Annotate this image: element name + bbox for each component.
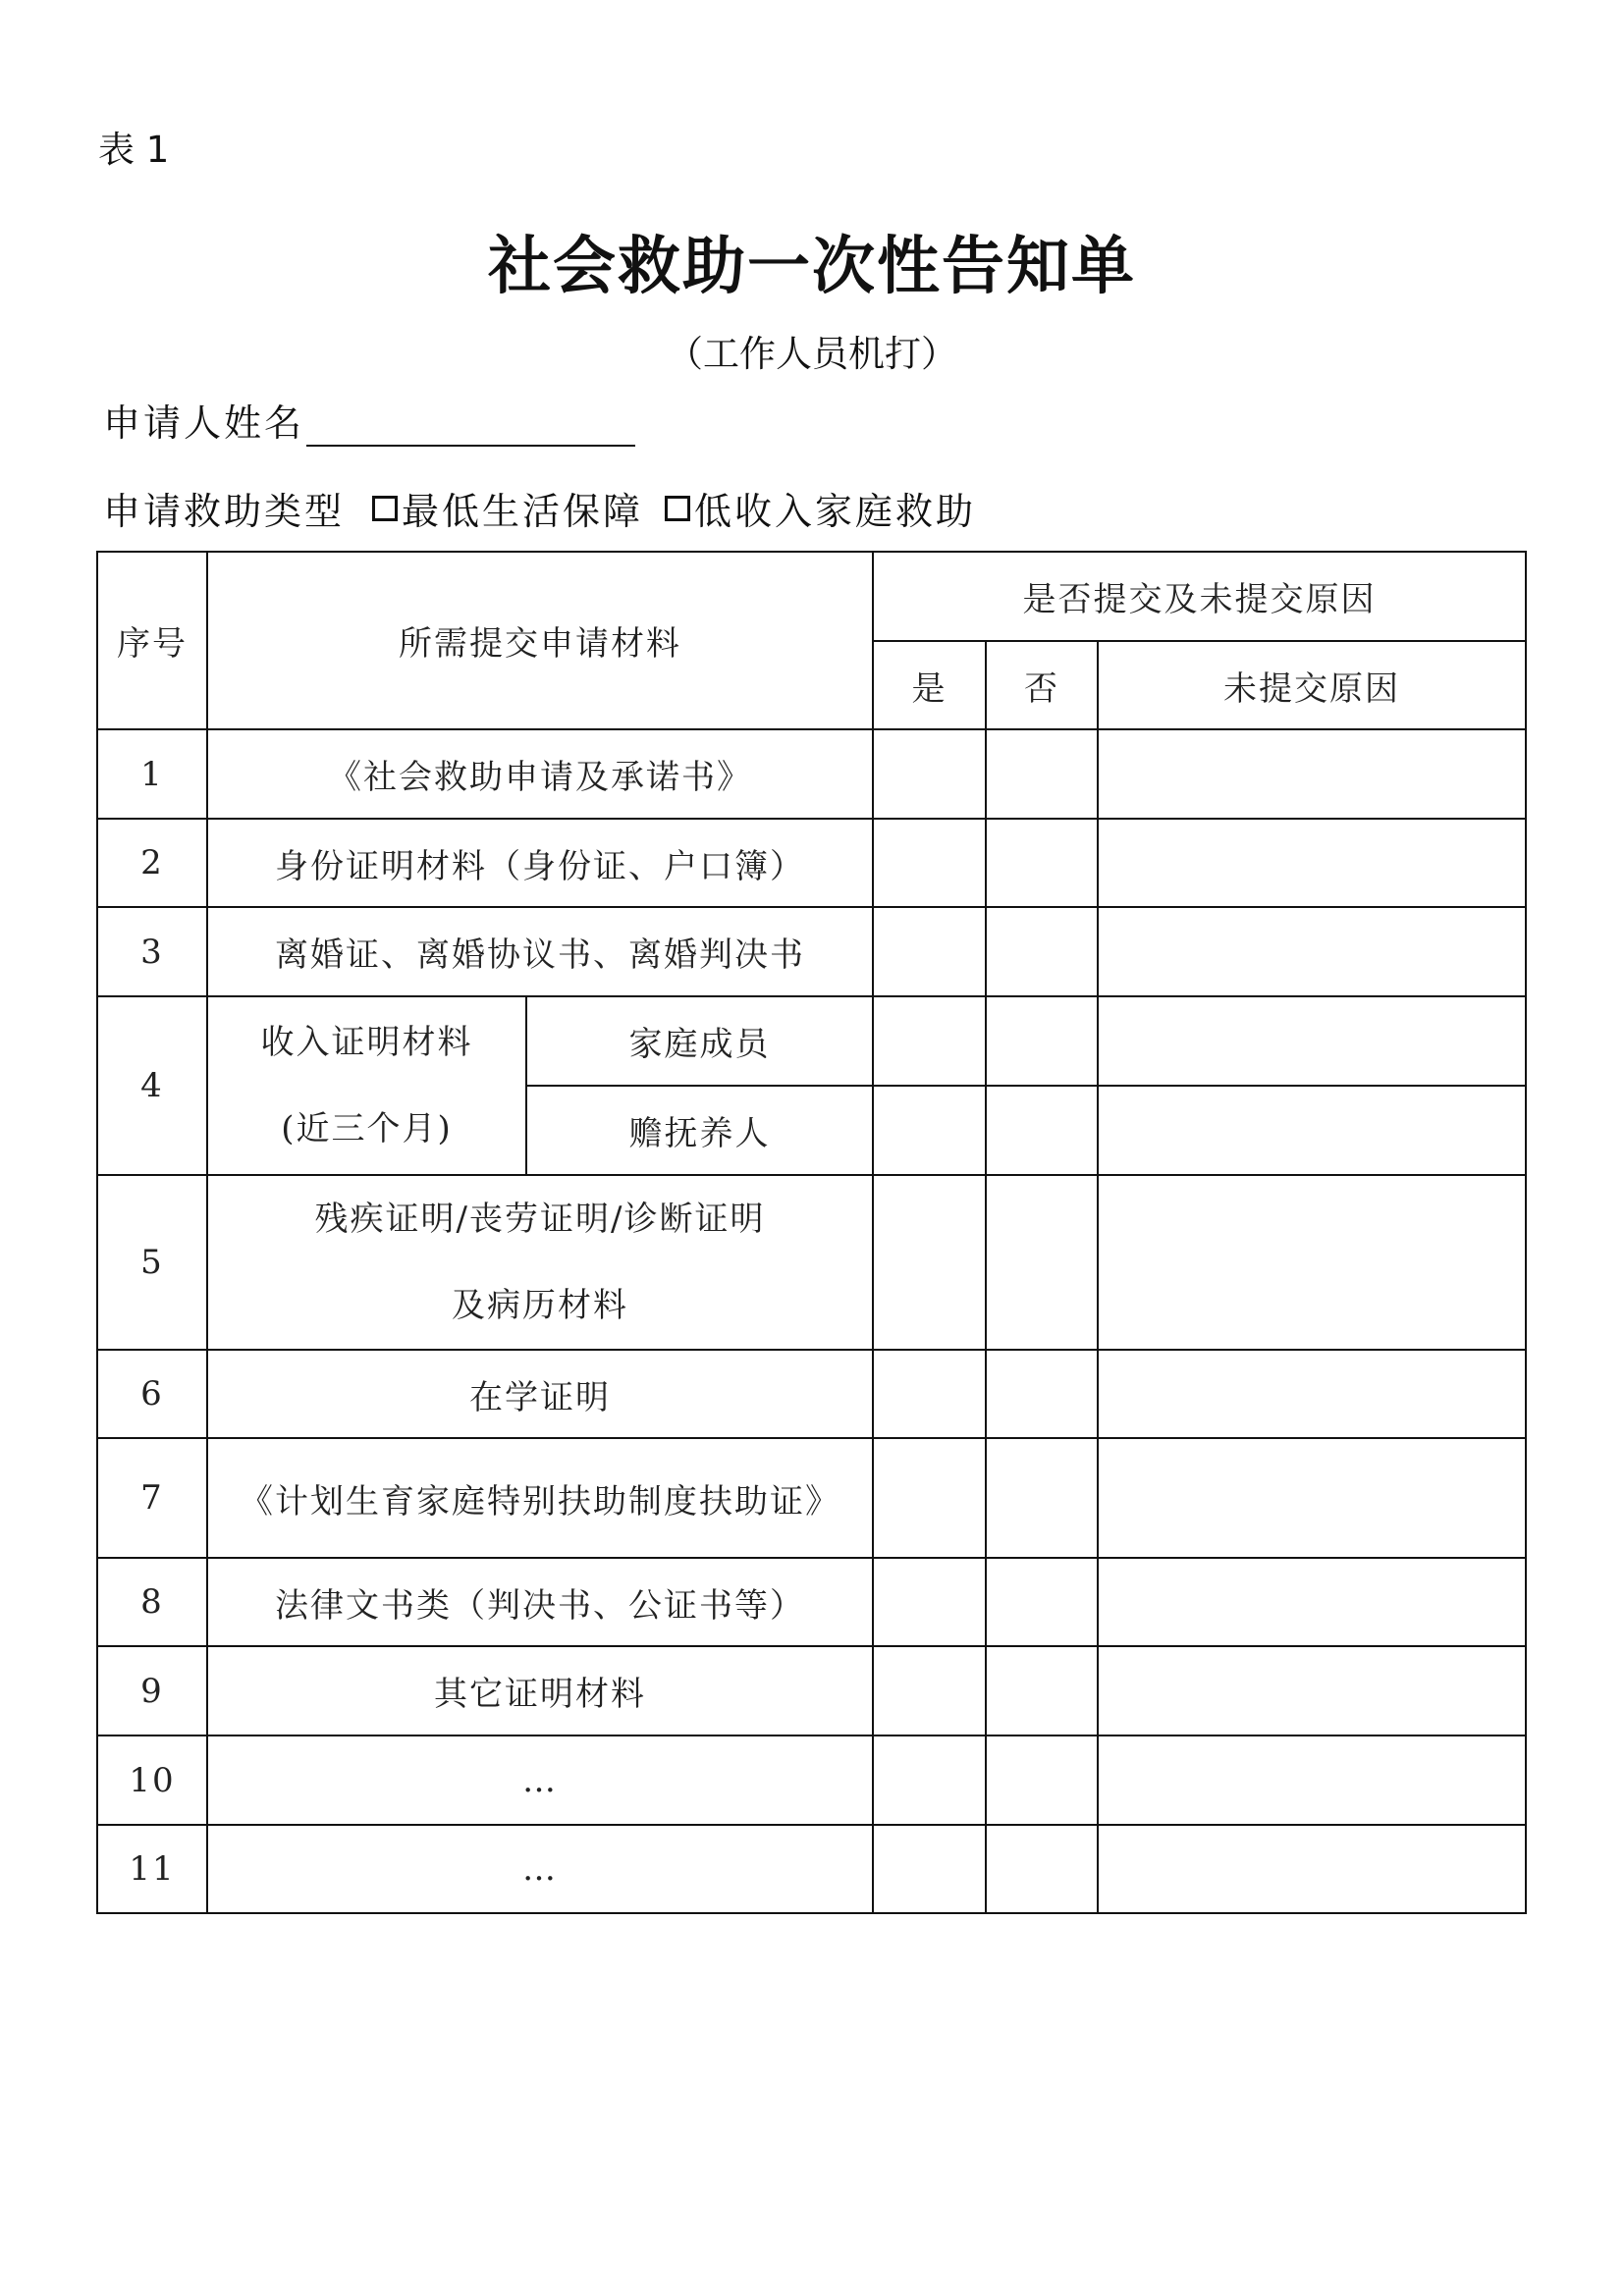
reason-cell[interactable] [1098,729,1526,819]
yes-cell[interactable] [873,996,986,1086]
row-seq: 10 [97,1735,207,1825]
row-material: 身份证明材料（身份证、户口簿） [207,819,873,907]
row-material-disability [207,1175,873,1350]
table-row [97,1558,1526,1646]
yes-cell[interactable] [873,1825,986,1913]
no-cell[interactable] [986,1558,1098,1646]
page-title: 社会救助一次性告知单 [488,231,1136,303]
applicant-name-row [103,393,635,447]
row-seq: 8 [97,1558,207,1646]
row-material: 在学证明 [207,1350,873,1438]
header-reason: 未提交原因 [1098,641,1526,729]
reason-cell[interactable] [1098,1175,1526,1350]
reason-cell[interactable] [1098,819,1526,907]
materials-table [96,551,1527,1914]
reason-cell[interactable] [1098,1558,1526,1646]
row-seq: 9 [97,1646,207,1735]
table-header-row [97,552,1526,641]
no-cell[interactable] [986,1350,1098,1438]
row-seq: 2 [97,819,207,907]
row-material: 《计划生育家庭特别扶助制度扶助证》 [207,1438,873,1558]
row-seq: 11 [97,1825,207,1913]
row-material-line1: 收入证明材料 [260,1023,473,1062]
row-seq: 7 [97,1438,207,1558]
yes-cell[interactable] [873,729,986,819]
table-number: 表 1 [98,129,170,171]
table-row [97,996,1526,1086]
applicant-name-field[interactable] [306,401,635,447]
yes-cell[interactable] [873,1438,986,1558]
header-seq: 序号 [97,552,207,729]
reason-cell[interactable] [1098,1735,1526,1825]
min-living-checkbox[interactable] [372,496,398,521]
assistance-type-label: 申请救助类型 [103,490,346,533]
no-cell[interactable] [986,1825,1098,1913]
header-no: 否 [986,641,1098,729]
row-seq: 6 [97,1350,207,1438]
row-material: … [207,1825,873,1913]
row-material: 其它证明材料 [207,1646,873,1735]
no-cell[interactable] [986,729,1098,819]
page-subtitle: （工作人员机打） [667,333,957,375]
yes-cell[interactable] [873,819,986,907]
row-material-line2: 及病历材料 [452,1286,628,1325]
low-income-checkbox[interactable] [665,496,690,521]
row-seq: 5 [97,1175,207,1350]
no-cell[interactable] [986,1735,1098,1825]
yes-cell[interactable] [873,1558,986,1646]
row-material-income [207,996,526,1175]
row-material-line1: 残疾证明/丧劳证明/诊断证明 [314,1200,766,1239]
assistance-type-row [103,481,976,535]
no-cell[interactable] [986,907,1098,996]
row-material: 《社会救助申请及承诺书》 [207,729,873,819]
header-materials: 所需提交申请材料 [207,552,873,729]
table-row [97,819,1526,907]
table-row [97,729,1526,819]
table-row [97,1438,1526,1558]
row-material-line2: (近三个月) [281,1109,453,1148]
table-row [97,1350,1526,1438]
yes-cell[interactable] [873,1175,986,1350]
no-cell[interactable] [986,819,1098,907]
row-material: 法律文书类（判决书、公证书等） [207,1558,873,1646]
table-row [97,907,1526,996]
yes-cell[interactable] [873,1735,986,1825]
low-income-option-label: 低收入家庭救助 [694,490,977,533]
reason-cell[interactable] [1098,1086,1526,1175]
row-material: … [207,1735,873,1825]
table-row [97,1735,1526,1825]
yes-cell[interactable] [873,1350,986,1438]
no-cell[interactable] [986,1086,1098,1175]
reason-cell[interactable] [1098,996,1526,1086]
yes-cell[interactable] [873,907,986,996]
min-living-option-label: 最低生活保障 [402,490,644,533]
no-cell[interactable] [986,1438,1098,1558]
reason-cell[interactable] [1098,1438,1526,1558]
table-row [97,1646,1526,1735]
row-seq: 1 [97,729,207,819]
header-submitted-group: 是否提交及未提交原因 [873,552,1526,641]
table-row [97,1175,1526,1350]
yes-cell[interactable] [873,1646,986,1735]
row-material: 离婚证、离婚协议书、离婚判决书 [207,907,873,996]
reason-cell[interactable] [1098,1825,1526,1913]
header-yes: 是 [873,641,986,729]
no-cell[interactable] [986,1646,1098,1735]
row-seq: 3 [97,907,207,996]
no-cell[interactable] [986,996,1098,1086]
yes-cell[interactable] [873,1086,986,1175]
row-seq: 4 [97,996,207,1175]
applicant-name-label: 申请人姓名 [103,401,305,445]
reason-cell[interactable] [1098,1646,1526,1735]
row-sub-material: 赡抚养人 [526,1086,873,1175]
no-cell[interactable] [986,1175,1098,1350]
reason-cell[interactable] [1098,1350,1526,1438]
table-row [97,1825,1526,1913]
row-sub-material: 家庭成员 [526,996,873,1086]
reason-cell[interactable] [1098,907,1526,996]
